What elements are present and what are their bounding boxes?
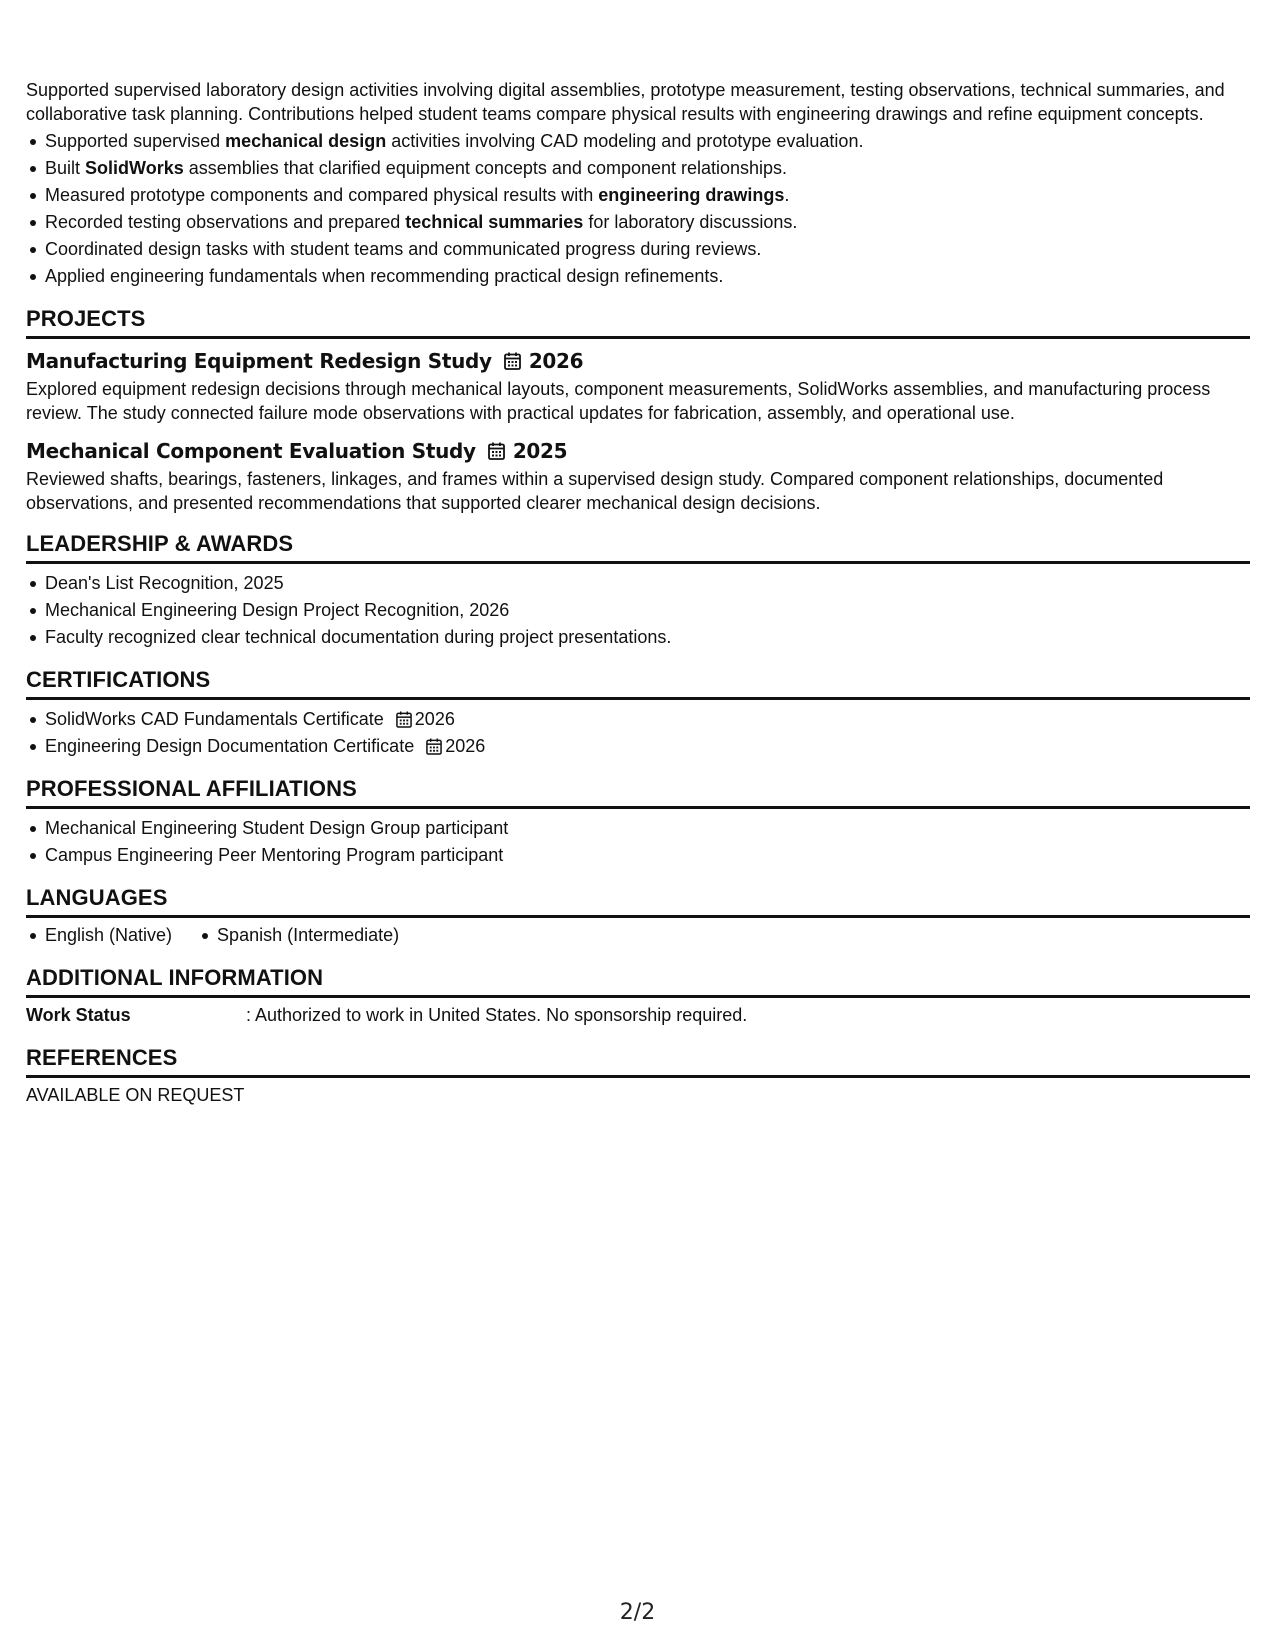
experience-bullet: Recorded testing observations and prepared technical summaries for laboratory discussions. bbox=[45, 209, 1250, 236]
experience-bullets bbox=[26, 128, 1250, 290]
languages-section bbox=[26, 883, 1250, 949]
certification-name: SolidWorks CAD Fundamentals Certificate bbox=[45, 709, 384, 729]
certification-item bbox=[45, 733, 1250, 760]
section-title-projects: PROJECTS bbox=[26, 304, 1250, 339]
certifications-list bbox=[26, 706, 1250, 760]
project-item bbox=[26, 437, 1250, 515]
project-description: Reviewed shafts, bearings, fasteners, linkages, and frames within a supervised design study. Compared component relationships, documented observations, and presented recommendations that supported clearer mechanical design decisions. bbox=[26, 469, 1164, 513]
certification-year: 2026 bbox=[414, 709, 455, 729]
list-item: Faculty recognized clear technical documentation during project presentations. bbox=[45, 624, 1250, 651]
resume-page bbox=[26, 78, 1250, 1109]
calendar-icon bbox=[504, 352, 521, 370]
experience-bullet: Measured prototype components and compared physical results with engineering drawings. bbox=[45, 182, 1250, 209]
work-status-value: : Authorized to work in United States. No sponsorship required. bbox=[246, 1005, 748, 1025]
project-name: Mechanical Component Evaluation Study bbox=[26, 439, 476, 463]
list-item: Mechanical Engineering Student Design Group participant bbox=[45, 815, 1250, 842]
calendar-icon bbox=[488, 442, 505, 460]
project-description: Explored equipment redesign decisions through mechanical layouts, component measurements, SolidWorks assemblies, and manufacturing process review. The study connected failure mode observations with practical updates for fabrication, assembly, and operational use. bbox=[26, 379, 1211, 423]
section-title-languages: LANGUAGES bbox=[26, 883, 1250, 918]
certifications-section bbox=[26, 665, 1250, 760]
calendar-icon bbox=[426, 738, 442, 755]
section-title-references: REFERENCES bbox=[26, 1043, 1250, 1078]
leadership-section bbox=[26, 529, 1250, 651]
project-header bbox=[26, 347, 1250, 375]
languages-list bbox=[26, 922, 1250, 949]
language-item: Spanish (Intermediate) bbox=[217, 922, 399, 949]
project-name: Manufacturing Equipment Redesign Study bbox=[26, 349, 492, 373]
work-status-row bbox=[26, 1002, 1250, 1029]
experience-bullet: Coordinated design tasks with student teams and communicated progress during reviews. bbox=[45, 236, 1250, 263]
experience-bullet: Supported supervised mechanical design activities involving CAD modeling and prototype evaluation. bbox=[45, 128, 1250, 155]
certification-item bbox=[45, 706, 1250, 733]
language-item: English (Native) bbox=[45, 922, 172, 949]
section-title-affiliations: PROFESSIONAL AFFILIATIONS bbox=[26, 774, 1250, 809]
additional-section bbox=[26, 963, 1250, 1029]
experience-summary: Supported supervised laboratory design activities involving digital assemblies, prototype measurement, testing observations, technical summaries, and collaborative task planning. Contributions helped student teams compare physical results with engineering drawings and refine equipment concepts. bbox=[26, 80, 1225, 124]
project-item bbox=[26, 347, 1250, 425]
certification-name: Engineering Design Documentation Certificate bbox=[45, 736, 415, 756]
references-text: AVAILABLE ON REQUEST bbox=[26, 1085, 245, 1105]
section-title-certifications: CERTIFICATIONS bbox=[26, 665, 1250, 700]
calendar-icon bbox=[396, 711, 412, 728]
affiliations-section bbox=[26, 774, 1250, 869]
leadership-list bbox=[26, 570, 1250, 651]
project-year: 2026 bbox=[528, 349, 584, 373]
affiliations-list bbox=[26, 815, 1250, 869]
work-status-label: Work Status bbox=[26, 1005, 131, 1025]
list-item: Mechanical Engineering Design Project Recognition, 2026 bbox=[45, 597, 1250, 624]
project-year: 2025 bbox=[512, 439, 568, 463]
certification-year: 2026 bbox=[445, 736, 486, 756]
section-title-additional: ADDITIONAL INFORMATION bbox=[26, 963, 1250, 998]
list-item: Dean's List Recognition, 2025 bbox=[45, 570, 1250, 597]
section-title-leadership: LEADERSHIP & AWARDS bbox=[26, 529, 1250, 564]
experience-bullet: Applied engineering fundamentals when recommending practical design refinements. bbox=[45, 263, 1250, 290]
experience-bullet: Built SolidWorks assemblies that clarified equipment concepts and component relationships. bbox=[45, 155, 1250, 182]
project-header bbox=[26, 437, 1250, 465]
list-item: Campus Engineering Peer Mentoring Program participant bbox=[45, 842, 1250, 869]
projects-section bbox=[26, 304, 1250, 515]
references-section bbox=[26, 1043, 1250, 1109]
page-number: 2/2 bbox=[619, 1600, 656, 1625]
